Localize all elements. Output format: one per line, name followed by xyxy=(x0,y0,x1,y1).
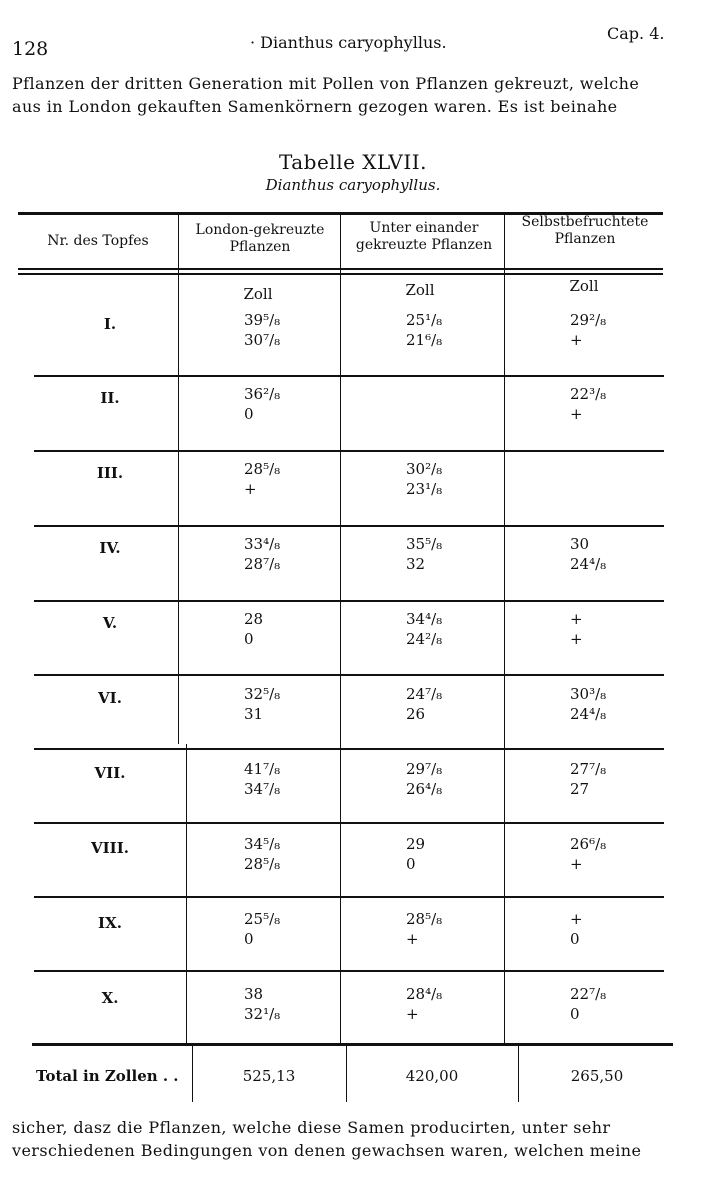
row-rule xyxy=(34,600,664,602)
cell-inter: 34⁴/₈ xyxy=(406,610,443,628)
cell-self: 29²/₈ xyxy=(570,311,607,329)
cell-self: + xyxy=(570,405,583,423)
cell-self: + xyxy=(570,610,583,628)
pot-number: X. xyxy=(101,989,119,1007)
row-rule xyxy=(34,375,664,377)
total-inter: 420,00 xyxy=(405,1067,459,1085)
cell-inter: 29⁷/₈ xyxy=(406,760,443,778)
row-rule xyxy=(34,748,664,750)
column-rule xyxy=(340,214,341,1044)
paragraph-line: aus in London gekauften Samenkörnern gezogen waren. Es ist beinahe xyxy=(12,97,618,116)
cell-inter: 29 xyxy=(406,835,426,853)
row-rule xyxy=(34,896,664,898)
column-rule xyxy=(518,1046,519,1102)
cell-inter: 24²/₈ xyxy=(406,630,443,648)
cell-self: 30³/₈ xyxy=(570,685,607,703)
total-self: 265,50 xyxy=(570,1067,624,1085)
column-header-inter: Unter einander gekreuzte Pflanzen xyxy=(355,220,493,253)
cell-self: 24⁴/₈ xyxy=(570,555,607,573)
row-rule xyxy=(34,970,664,972)
cell-inter: 30²/₈ xyxy=(406,460,443,478)
cell-self: 0 xyxy=(570,930,580,948)
cell-london: 28⁵/₈ xyxy=(244,855,281,873)
pot-number: IX. xyxy=(98,914,122,932)
cell-inter: + xyxy=(406,1005,419,1023)
pot-number: III. xyxy=(96,464,124,482)
cell-london: 0 xyxy=(244,930,254,948)
pot-number: II. xyxy=(100,389,120,407)
cell-london: 41⁷/₈ xyxy=(244,760,281,778)
paragraph-line: sicher, dasz die Pflanzen, welche diese Samen producirten, unter sehr xyxy=(12,1118,611,1137)
running-title: · Dianthus caryophyllus. xyxy=(250,33,447,52)
pot-number: VII. xyxy=(94,764,126,782)
cell-inter: 28⁵/₈ xyxy=(406,910,443,928)
cell-inter: 23¹/₈ xyxy=(406,480,443,498)
total-rule xyxy=(32,1043,673,1046)
total-label: Total in Zollen . . xyxy=(36,1067,179,1085)
cell-inter: 0 xyxy=(406,855,416,873)
cell-self: 24⁴/₈ xyxy=(570,705,607,723)
cell-london: 34⁵/₈ xyxy=(244,835,281,853)
cell-self: 27⁷/₈ xyxy=(570,760,607,778)
cell-london: 0 xyxy=(244,405,254,423)
cell-london: 28 xyxy=(244,610,264,628)
paragraph-line: Pflanzen der dritten Generation mit Pollen von Pflanzen gekreuzt, welche xyxy=(12,74,640,93)
cell-self: + xyxy=(570,855,583,873)
cell-london: 36²/₈ xyxy=(244,385,281,403)
cell-self: + xyxy=(570,910,583,928)
cell-inter: + xyxy=(406,930,419,948)
total-london: 525,13 xyxy=(242,1067,296,1085)
cell-self: 26⁶/₈ xyxy=(570,835,607,853)
pot-number: V. xyxy=(102,614,118,632)
cell-self: 0 xyxy=(570,1005,580,1023)
pot-number: I. xyxy=(103,315,117,333)
cell-self: 30 xyxy=(570,535,590,553)
cell-self: 22⁷/₈ xyxy=(570,985,607,1003)
unit-label: Zoll xyxy=(569,277,599,295)
cell-self: + xyxy=(570,630,583,648)
pot-number: VIII. xyxy=(91,839,129,857)
cell-london: 34⁷/₈ xyxy=(244,780,281,798)
cell-self: + xyxy=(570,331,583,349)
cell-inter: 26⁴/₈ xyxy=(406,780,443,798)
cell-london: 25⁵/₈ xyxy=(244,910,281,928)
cell-inter: 21⁶/₈ xyxy=(406,331,443,349)
cell-self: 22³/₈ xyxy=(570,385,607,403)
cell-london: 28⁵/₈ xyxy=(244,460,281,478)
page-number: 128 xyxy=(12,38,49,60)
row-rule xyxy=(34,525,664,527)
column-header-self: Selbstbefruchtete Pflanzen xyxy=(521,214,649,247)
column-rule xyxy=(504,214,505,1044)
column-rule xyxy=(346,1046,347,1102)
cell-london: 32¹/₈ xyxy=(244,1005,281,1023)
cell-london: 0 xyxy=(244,630,254,648)
table-subtitle: Dianthus caryophyllus. xyxy=(265,176,441,194)
row-rule xyxy=(34,450,664,452)
cell-inter: 32 xyxy=(406,555,426,573)
row-rule xyxy=(34,822,664,824)
column-rule xyxy=(186,744,187,1044)
cell-inter: 24⁷/₈ xyxy=(406,685,443,703)
pot-number: VI. xyxy=(98,689,122,707)
cell-london: + xyxy=(244,480,257,498)
cell-london: 33⁴/₈ xyxy=(244,535,281,553)
pot-number: IV. xyxy=(99,539,121,557)
unit-label: Zoll xyxy=(405,281,435,299)
column-header-pot: Nr. des Topfes xyxy=(47,233,149,249)
chapter-label: Cap. 4. xyxy=(607,24,665,43)
cell-inter: 26 xyxy=(406,705,426,723)
unit-label: Zoll xyxy=(243,285,273,303)
cell-self: 27 xyxy=(570,780,590,798)
cell-london: 38 xyxy=(244,985,264,1003)
cell-inter: 25¹/₈ xyxy=(406,311,443,329)
paragraph-line: verschiedenen Bedingungen von denen gewachsen waren, welchen meine xyxy=(12,1141,642,1160)
cell-london: 39⁵/₈ xyxy=(244,311,281,329)
cell-london: 28⁷/₈ xyxy=(244,555,281,573)
column-rule xyxy=(192,1046,193,1102)
cell-inter: 28⁴/₈ xyxy=(406,985,443,1003)
cell-london: 31 xyxy=(244,705,264,723)
cell-inter: 35⁵/₈ xyxy=(406,535,443,553)
cell-london: 32⁵/₈ xyxy=(244,685,281,703)
table-title: Tabelle XLVII. xyxy=(278,150,428,174)
column-header-london: London-gekreuzte Pflanzen xyxy=(195,222,325,255)
row-rule xyxy=(34,674,664,676)
cell-london: 30⁷/₈ xyxy=(244,331,281,349)
